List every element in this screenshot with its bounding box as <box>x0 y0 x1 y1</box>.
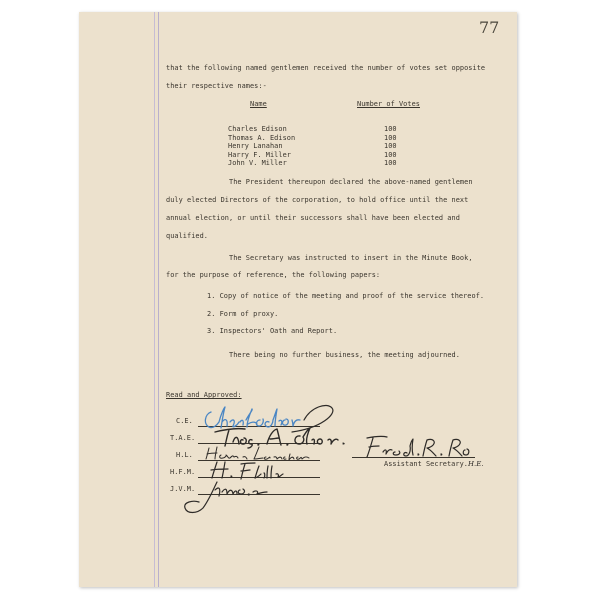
paper-item: 2. Form of proxy. <box>207 310 279 318</box>
margin-rule <box>154 12 155 587</box>
document-page <box>79 12 517 587</box>
vote-row <box>228 159 448 168</box>
vote-row <box>228 151 448 160</box>
signature-j-v-miller <box>177 472 307 516</box>
candidate-name: Charles Edison <box>228 125 287 133</box>
candidate-name: Henry Lanahan <box>228 142 283 151</box>
vote-row <box>228 142 448 151</box>
column-header-name: Name <box>250 100 267 108</box>
vote-count: 100 <box>384 125 397 133</box>
director-initials: H.F.M. <box>170 468 196 476</box>
director-initials: H.L. <box>176 451 193 459</box>
intro-line: their respective names:- <box>166 82 267 90</box>
margin-rule <box>158 12 159 587</box>
director-initials: C.E. <box>176 417 193 425</box>
secretary-paragraph-line: for the purpose of reference, the following papers: <box>166 271 381 279</box>
candidate-name: John V. Miller <box>228 159 287 168</box>
secretary-paragraph-line: The Secretary was instructed to insert in the Minute Book, <box>229 254 473 262</box>
assistant-secretary-label: Assistant Secretary.H.E. <box>384 460 484 468</box>
column-header-votes: Number of Votes <box>357 100 420 108</box>
vote-table <box>228 125 448 168</box>
director-initials: J.V.M. <box>170 485 196 493</box>
director-initials: T.A.E. <box>170 434 196 442</box>
signature-assistant-secretary <box>349 432 479 464</box>
intro-line: that the following named gentlemen received the number of votes set opposite <box>166 64 486 72</box>
candidate-name: Harry F. Miller <box>228 150 291 159</box>
paper-item: 1. Copy of notice of the meeting and proof of the service thereof. <box>207 292 485 300</box>
candidate-name: Thomas A. Edison <box>228 133 296 142</box>
adjourned-line: There being no further business, the meeting adjourned. <box>229 351 460 359</box>
president-paragraph-line: The President thereupon declared the above-named gentlemen <box>229 178 473 186</box>
vote-row <box>228 125 448 134</box>
vote-count: 100 <box>384 142 397 151</box>
vote-count: 100 <box>384 150 397 159</box>
vote-row <box>228 134 448 143</box>
paper-item: 3. Inspectors' Oath and Report. <box>207 327 338 335</box>
president-paragraph-line: duly elected Directors of the corporation, to hold office until the next <box>166 196 469 204</box>
vote-count: 100 <box>384 133 397 142</box>
vote-count: 100 <box>384 159 397 168</box>
assistant-secretary-initials: H.E. <box>467 460 484 468</box>
page-number: 77 <box>479 18 500 37</box>
read-approved-heading: Read and Approved: <box>166 391 242 399</box>
president-paragraph-line: qualified. <box>166 232 208 240</box>
president-paragraph-line: annual election, or until their successors shall have been elected and <box>166 214 460 222</box>
